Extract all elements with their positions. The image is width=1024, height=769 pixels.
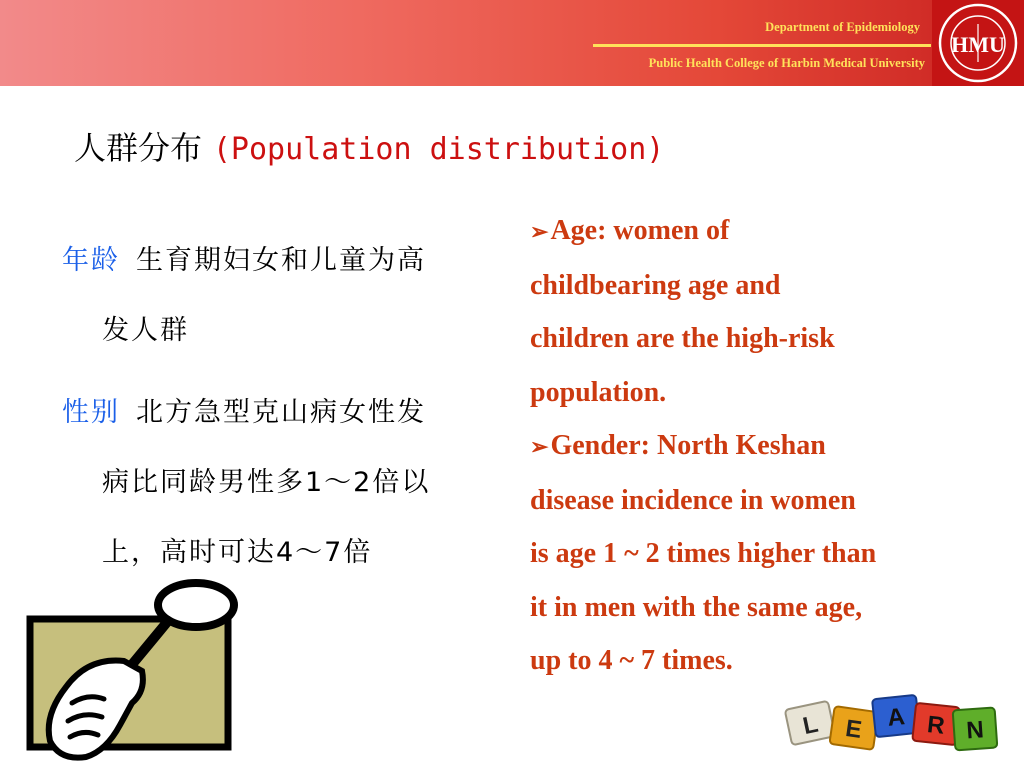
slide-title	[74, 126, 664, 172]
gender-line-2: disease incidence in women	[530, 484, 856, 516]
title-chinese: 人群分布	[74, 129, 203, 167]
gender-line-1: Gender: North Keshan	[550, 430, 826, 461]
english-content	[530, 204, 970, 688]
gender-key: 性别	[62, 397, 120, 428]
age-text-line1: 生育期妇女和儿童为高	[136, 245, 426, 276]
arrow-bullet-icon: ➢	[530, 219, 549, 244]
age-line-4: population.	[530, 376, 667, 408]
hmu-logo-icon	[932, 0, 1024, 86]
learn-letter-r: R	[925, 711, 946, 740]
age-line-3: children are the high-risk	[530, 323, 835, 354]
header-divider	[593, 44, 931, 47]
learn-puzzle-icon	[780, 683, 1000, 767]
learn-letter-a: A	[886, 703, 907, 732]
age-paragraph	[62, 226, 502, 366]
gender-text-line3: 上，高时可达4～7倍	[102, 537, 373, 568]
gender-bullet	[530, 419, 970, 688]
age-line-1: Age: women of	[550, 215, 730, 246]
gender-text-line1: 北方急型克山病女性发	[136, 397, 426, 428]
gender-line-5: up to 4 ~ 7 times.	[530, 645, 733, 676]
department-name: Department of Epidemiology	[765, 20, 920, 34]
gender-line-4: it in men with the same age,	[530, 591, 863, 623]
learn-letter-e: E	[843, 714, 864, 744]
age-text-line2: 发人群	[102, 315, 189, 346]
learn-letter-l: L	[800, 710, 821, 741]
age-line-2: childbearing age and	[530, 269, 781, 301]
header-banner	[0, 0, 1024, 86]
title-english: (Population distribution)	[212, 132, 665, 167]
college-name: Public Health College of Harbin Medical University	[648, 56, 925, 70]
arrow-bullet-icon: ➢	[530, 434, 549, 459]
magnifying-glass-hand-icon	[26, 575, 246, 769]
learn-letter-n: N	[965, 716, 985, 745]
gender-text-line2: 病比同龄男性多1～2倍以	[102, 467, 431, 498]
chinese-content	[62, 226, 502, 600]
gender-line-3: is age 1 ~ 2 times higher than	[530, 538, 877, 569]
age-bullet	[530, 204, 970, 419]
gender-paragraph	[62, 378, 502, 588]
age-key: 年龄	[62, 245, 120, 276]
svg-text:HMU: HMU	[951, 32, 1005, 57]
